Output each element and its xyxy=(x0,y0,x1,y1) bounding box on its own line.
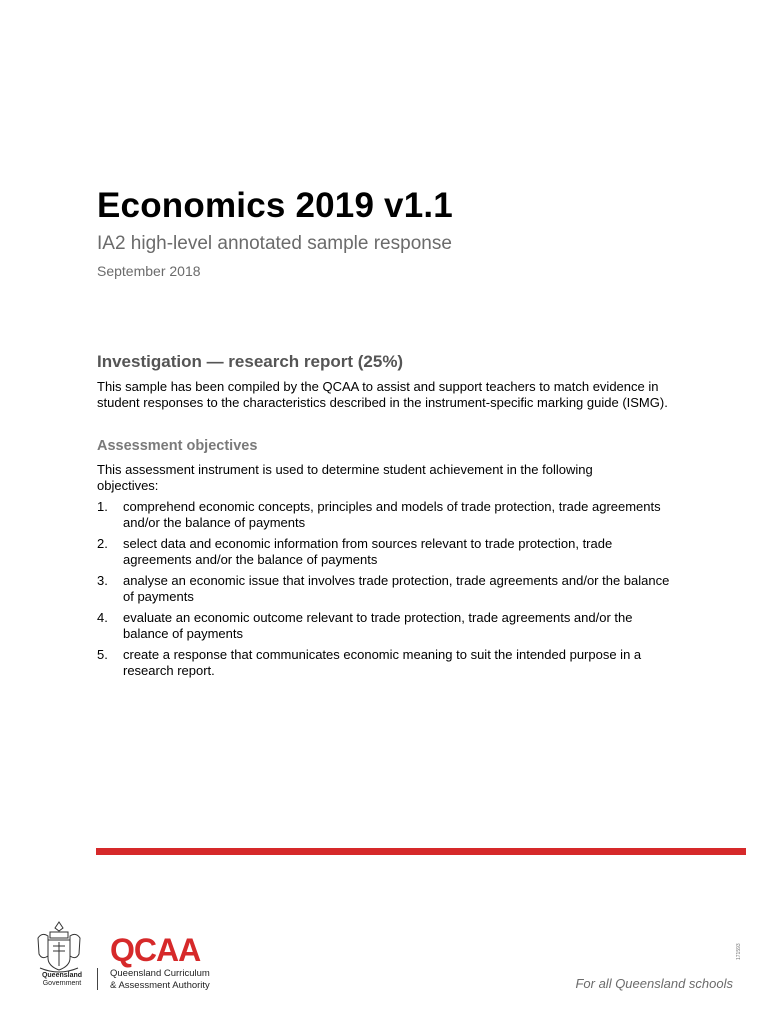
list-item-text: evaluate an economic outcome relevant to trade protection, trade agreements and/or the balance of payments xyxy=(123,610,633,641)
investigation-intro: This sample has been compiled by the QCAA to assist and support teachers to match evidence in student responses to the characteristics described in the instrument-specific marking guide (ISMG). xyxy=(97,379,668,410)
list-item-number: 2. xyxy=(97,536,108,551)
accent-divider xyxy=(96,848,746,855)
qcaa-name-line1: Queensland Curriculum xyxy=(110,968,210,979)
qcaa-name-line2: & Assessment Authority xyxy=(110,980,210,991)
list-item-number: 5. xyxy=(97,647,108,662)
list-item-number: 4. xyxy=(97,610,108,625)
list-item-text: analyse an economic issue that involves trade protection, trade agreements and/or the balance of payments xyxy=(123,573,670,604)
qcaa-logo: QCAA xyxy=(110,932,201,968)
list-item xyxy=(97,536,677,567)
document-title: Economics 2019 v1.1 xyxy=(97,186,453,225)
objectives-intro: This assessment instrument is used to determine student achievement in the following objectives: xyxy=(97,462,593,493)
logo-divider xyxy=(97,968,98,990)
document-code: 171593 xyxy=(736,943,742,960)
section-heading-investigation: Investigation — research report (25%) xyxy=(97,352,404,371)
list-item-number: 1. xyxy=(97,499,108,514)
list-item-text: comprehend economic concepts, principles and models of trade protection, trade agreements and/or the balance of payments xyxy=(123,499,661,530)
list-item xyxy=(97,499,677,530)
list-item-text: select data and economic information from sources relevant to trade protection, trade agreements and/or the balance of payments xyxy=(123,536,613,567)
list-item-text: create a response that communicates economic meaning to suit the intended purpose in a research report. xyxy=(123,647,642,678)
list-item xyxy=(97,610,677,641)
document-subtitle: IA2 high-level annotated sample response xyxy=(97,233,452,254)
qcaa-full-name xyxy=(110,968,210,992)
list-item xyxy=(97,647,677,678)
qgov-line1: Queensland xyxy=(41,972,83,979)
assessment-objectives-heading: Assessment objectives xyxy=(97,438,258,454)
document-date: September 2018 xyxy=(97,263,201,279)
list-item xyxy=(97,573,677,604)
list-item-number: 3. xyxy=(97,573,108,588)
objectives-list xyxy=(97,499,677,684)
queensland-government-label xyxy=(32,972,92,988)
footer-tagline: For all Queensland schools xyxy=(575,976,733,991)
qgov-line2: Government xyxy=(42,980,82,987)
coat-of-arms-icon xyxy=(30,918,88,980)
